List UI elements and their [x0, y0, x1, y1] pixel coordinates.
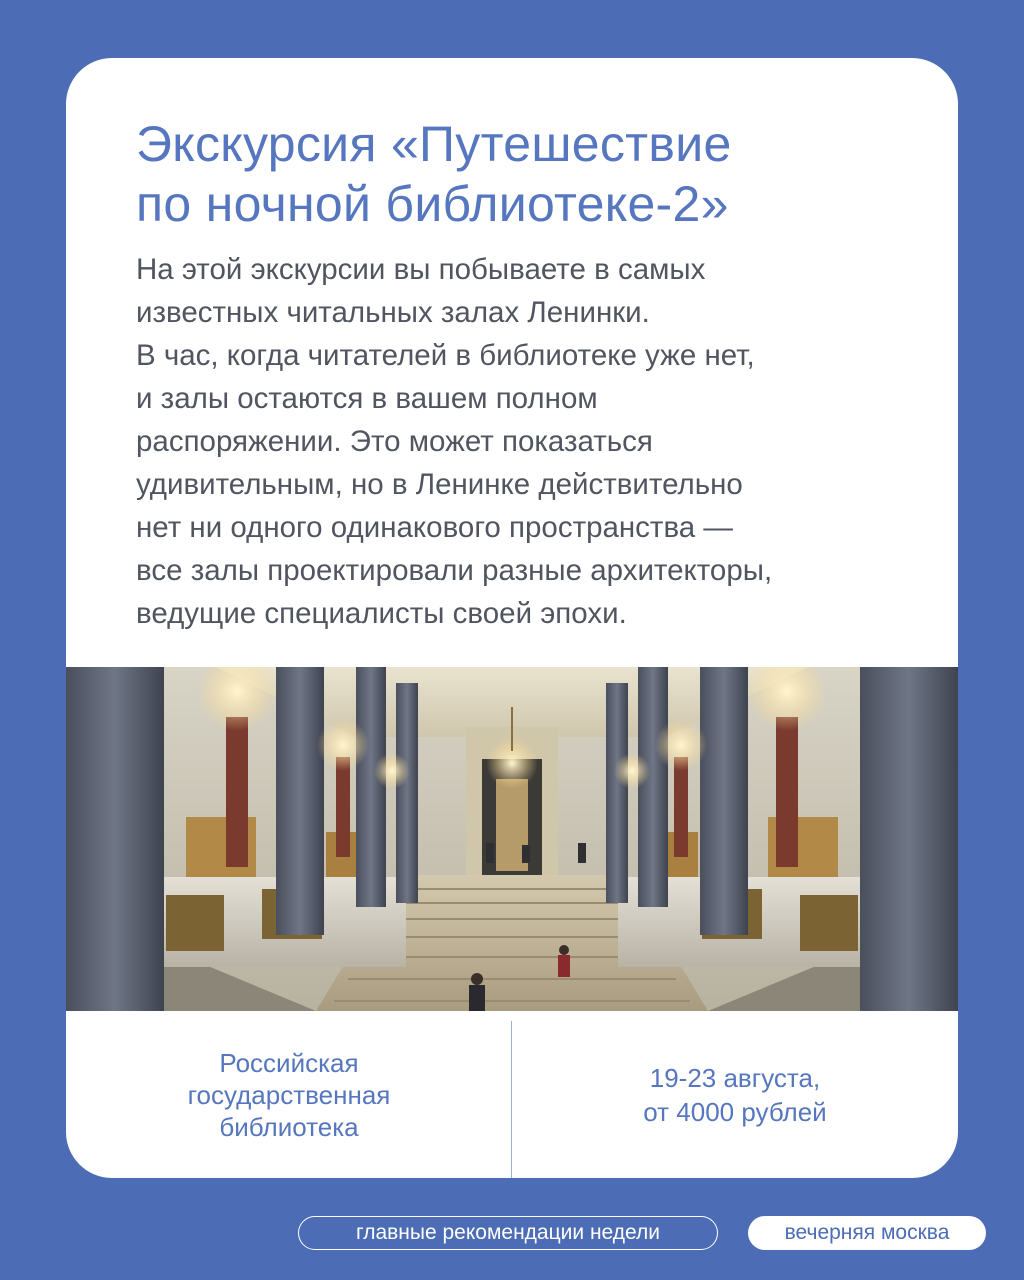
title-line: Экскурсия «Путешествие — [136, 116, 732, 172]
event-description — [136, 248, 916, 635]
price-line: от 4000 рублей — [643, 1096, 827, 1127]
description-line: На этой экскурсии вы побываете в самых — [136, 253, 706, 286]
description-line: и залы остаются в вашем полном — [136, 382, 598, 415]
date-line: 19-23 августа, — [649, 1062, 821, 1093]
title-line: по ночной библиотеке-2» — [136, 176, 729, 232]
weekly-recommendations-tag: главные рекомендации недели — [298, 1216, 718, 1250]
venue-line: государственная — [187, 1079, 391, 1110]
description-line: В час, когда читателей в библиотеке уже нет, — [136, 339, 755, 372]
description-line: нет ни одного одинакового пространства — — [136, 511, 733, 544]
library-hall-photo — [66, 667, 958, 1011]
brand-logo: вечерняя москва — [748, 1216, 986, 1250]
event-info — [66, 1011, 958, 1178]
description-line: распоряжении. Это может показаться — [136, 425, 653, 458]
event-card — [66, 58, 958, 1178]
venue-line: Российская — [219, 1047, 359, 1078]
venue-line: библиотека — [219, 1111, 359, 1142]
description-line: все залы проектировали разные архитекторы, — [136, 554, 773, 587]
description-line: ведущие специалисты своей эпохи. — [136, 597, 627, 630]
description-line: удивительным, но в Ленинке действительно — [136, 468, 743, 501]
event-title — [136, 114, 916, 234]
event-venue — [66, 1011, 512, 1178]
event-dates-price — [512, 1011, 958, 1178]
description-line: известных читальных залах Ленинки. — [136, 296, 650, 329]
